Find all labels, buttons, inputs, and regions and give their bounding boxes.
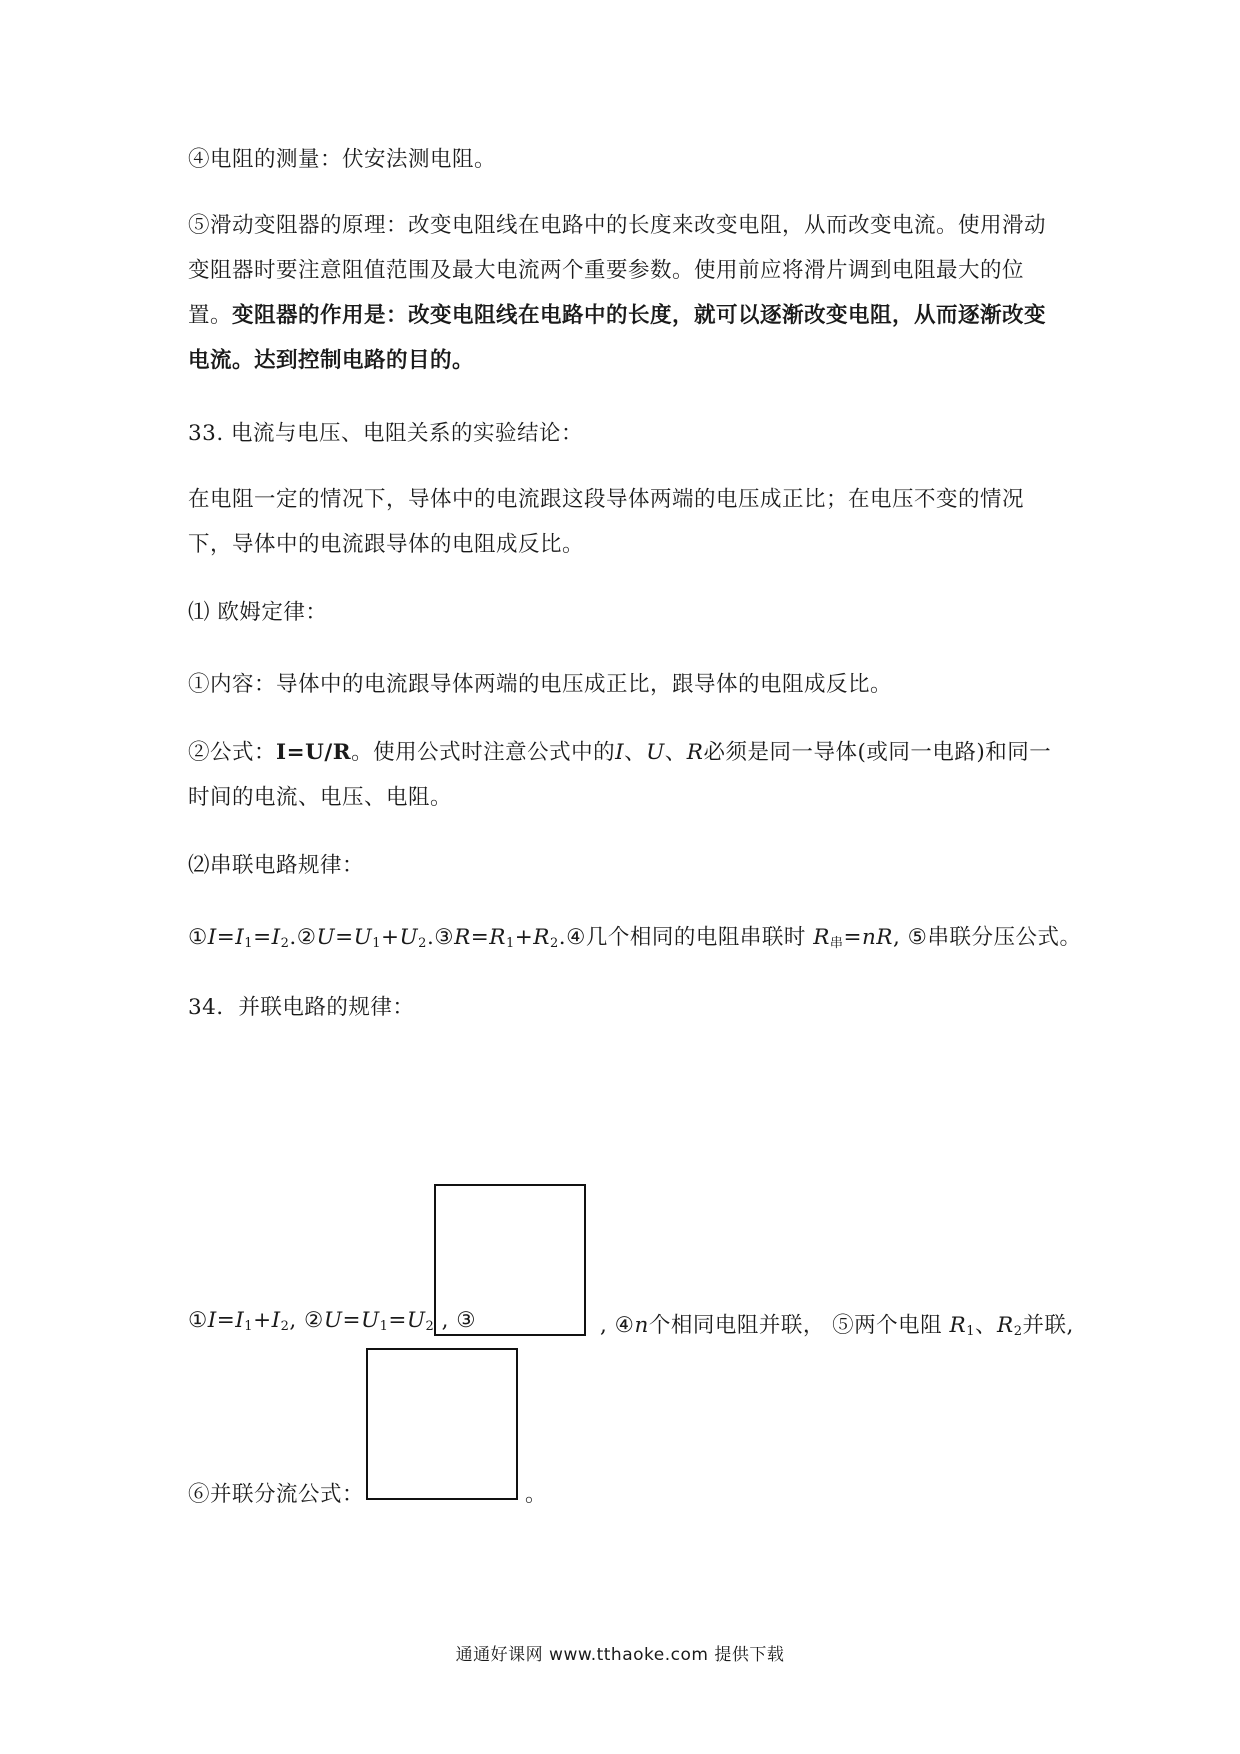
text: = <box>216 1308 236 1333</box>
subscript: 2 <box>1013 1324 1023 1339</box>
sep: 、 <box>664 740 687 765</box>
symbol: U <box>323 1308 343 1333</box>
symbol: U <box>316 925 336 950</box>
text: , ④ <box>600 1313 635 1338</box>
subscript: 2 <box>280 936 290 951</box>
symbol: U <box>406 1308 426 1333</box>
footer-source: 通通好课网 www.tthaoke.com 提供下载 <box>455 1645 785 1665</box>
item-rheostat-principle <box>188 203 1060 383</box>
text: .④几个相同的电阻串联时 <box>558 925 814 950</box>
period: 。 <box>525 1482 548 1507</box>
subscript: 1 <box>372 936 382 951</box>
parallel-rules-cont <box>600 1308 1074 1339</box>
formula-image-placeholder <box>366 1348 518 1500</box>
subscript: 1 <box>505 936 515 951</box>
symbol: I <box>235 925 245 950</box>
symbol-r: R <box>686 740 704 765</box>
symbol: R <box>454 925 471 950</box>
text: 、 <box>974 1313 997 1338</box>
subscript: 1 <box>244 936 254 951</box>
symbol: R <box>489 925 506 950</box>
section-33-title: 33. 电流与电压、电阻关系的实验结论： <box>188 421 584 446</box>
symbol: R <box>996 1313 1014 1338</box>
text: 个相同电阻并联， ⑤两个电阻 <box>648 1313 950 1338</box>
text: + <box>381 925 400 950</box>
text: = <box>253 925 272 950</box>
symbol-u: U <box>646 740 665 765</box>
symbol: nR <box>861 925 893 950</box>
text: .③ <box>426 925 455 950</box>
text: + <box>253 1308 272 1333</box>
text: + <box>514 925 534 950</box>
text: = <box>216 925 236 950</box>
rheostat-function-bold: 变阻器的作用是：改变电阻线在电路中的长度，就可以逐渐改变电阻，从而逐渐改变电流。达到控制电路的目的。 <box>188 303 1047 373</box>
subscript: 2 <box>280 1319 290 1334</box>
ohm-law-heading: ⑴ 欧姆定律： <box>188 600 328 625</box>
ohm-formula: I=U/R <box>276 740 352 765</box>
symbol: I <box>271 1308 281 1333</box>
symbol: I <box>235 1308 245 1333</box>
text: 并联, <box>1022 1313 1074 1338</box>
ohm-law-formula <box>188 730 1060 820</box>
text: ① <box>188 925 208 950</box>
symbol: R <box>813 925 830 950</box>
symbol: I <box>271 925 281 950</box>
subscript: 1 <box>379 1319 389 1334</box>
text: .② <box>289 925 317 950</box>
text: = <box>388 1308 407 1333</box>
parallel-shunt-formula: ⑥并联分流公式： <box>188 1482 365 1507</box>
parallel-rules <box>188 1308 476 1333</box>
symbol: I <box>207 925 217 950</box>
subscript: 1 <box>244 1319 254 1334</box>
text: = <box>843 925 862 950</box>
section-33-conclusion: 在电阻一定的情况下，导体中的电流跟这段导体两端的电压成正比；在电压不变的情况下，导体中的电流跟导体的电阻成反比。 <box>188 487 1025 557</box>
text: = <box>342 1308 361 1333</box>
ohm-law-content: ①内容：导体中的电流跟导体两端的电压成正比，跟导体的电阻成反比。 <box>188 672 893 697</box>
text: ① <box>188 1308 208 1333</box>
formula-mid: 。使用公式时注意公式中的 <box>351 740 616 765</box>
symbol: R <box>533 925 550 950</box>
symbol: U <box>360 1308 380 1333</box>
subscript: 2 <box>549 936 559 951</box>
text: = <box>335 925 354 950</box>
formula-prefix: ②公式： <box>188 740 277 765</box>
symbol-i: I <box>615 740 625 765</box>
symbol: I <box>207 1308 217 1333</box>
series-heading: ⑵串联电路规律： <box>188 853 365 878</box>
subscript: 2 <box>418 936 427 951</box>
symbol: R <box>949 1313 967 1338</box>
symbol: n <box>634 1313 649 1338</box>
symbol: U <box>353 925 373 950</box>
subscript: 1 <box>966 1324 975 1339</box>
text: , ⑤串联分压公式。 <box>893 925 1082 950</box>
subscript: 2 <box>425 1319 435 1334</box>
subscript: 串 <box>829 936 844 951</box>
sep: 、 <box>624 740 647 765</box>
text: , ② <box>289 1308 324 1333</box>
series-rules <box>188 920 1081 951</box>
rheostat-text: ⑤滑动变阻器的原理：改变电阻线在电路中的长度来改变电阻，从而改变电流。使用滑动变阻器时要注意阻值范围及最大电流两个重要参数。使用前应将滑片调到电阻最大的位置。 <box>188 213 1047 328</box>
section-34-title: 34．并联电路的规律： <box>188 995 415 1020</box>
formula-end: 必须是同一导体(或同一电路)和同一时间的电流、电压、电阻。 <box>188 740 1052 810</box>
symbol: U <box>399 925 419 950</box>
text: , ③ <box>434 1308 477 1333</box>
item-resistance-measurement: ④电阻的测量：伏安法测电阻。 <box>188 147 497 172</box>
text: = <box>470 925 490 950</box>
